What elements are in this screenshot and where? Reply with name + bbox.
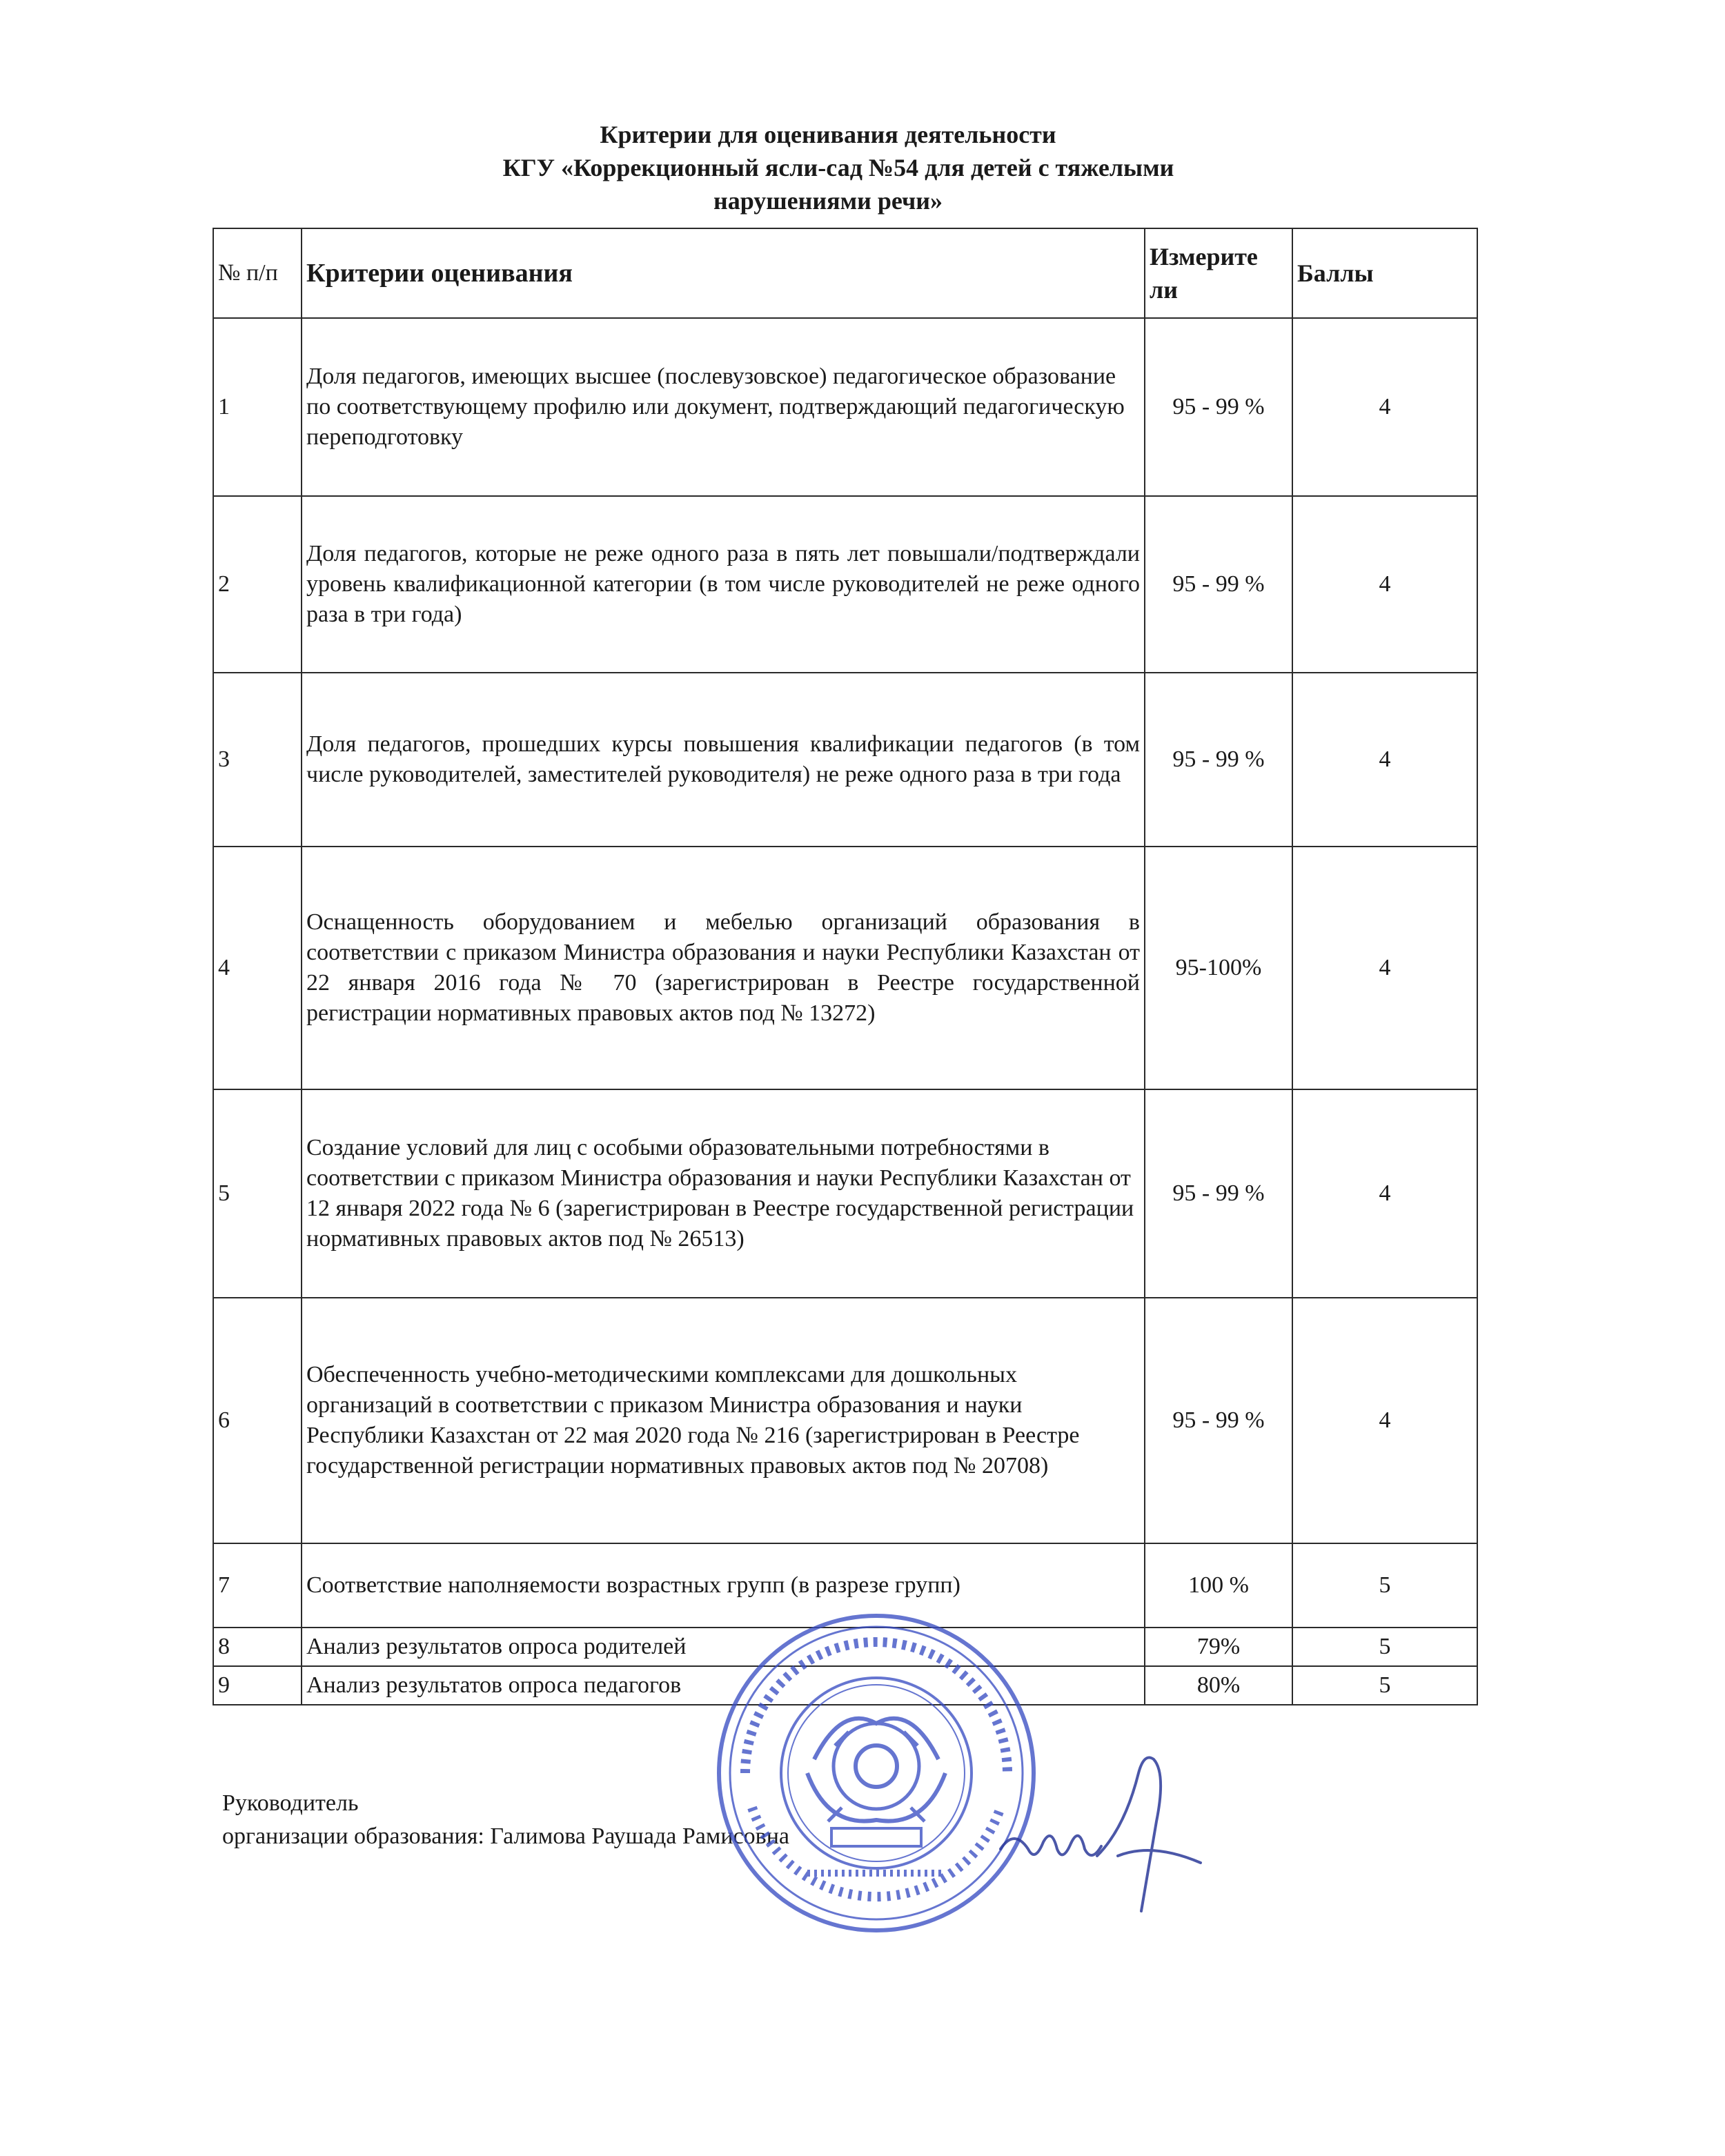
row-score: 4 bbox=[1292, 1089, 1477, 1298]
row-measure: 95 - 99 % bbox=[1145, 673, 1292, 847]
table-row bbox=[213, 496, 1477, 673]
row-measure: 95 - 99 % bbox=[1145, 1089, 1292, 1298]
column-header-measure-line-1: Измерите bbox=[1150, 243, 1258, 270]
row-score: 5 bbox=[1292, 1543, 1477, 1628]
column-header-criteria: Критерии оценивания bbox=[302, 228, 1145, 318]
row-criteria: Доля педагогов, имеющих высшее (послевузовское) педагогическое образование по соответствующему профилю или документ, подтверждающий педагогическую переподготовку bbox=[302, 318, 1145, 496]
row-number: 8 bbox=[213, 1628, 302, 1666]
row-criteria: Доля педагогов, прошедших курсы повышения квалификации педагогов (в том числе руководителей, заместителей руководителя) не реже одного раза в три года bbox=[302, 673, 1145, 847]
row-measure: 100 % bbox=[1145, 1543, 1292, 1628]
table-row bbox=[213, 318, 1477, 496]
table-row bbox=[213, 847, 1477, 1089]
row-score: 5 bbox=[1292, 1666, 1477, 1705]
row-number: 1 bbox=[213, 318, 302, 496]
row-score: 4 bbox=[1292, 1298, 1477, 1543]
signatory-name: организации образования: Галимова Раушада Рамисовна bbox=[222, 1823, 789, 1849]
row-number: 6 bbox=[213, 1298, 302, 1543]
row-criteria: Создание условий для лиц с особыми образовательными потребностями в соответствии с приказом Министра образования и науки Республики Казахстан от 12 января 2022 года № 6 (зарегистрирован в Реестре государственной регистрации нормативных правовых актов под № 26513) bbox=[302, 1089, 1145, 1298]
row-measure: 95 - 99 % bbox=[1145, 318, 1292, 496]
table-row bbox=[213, 673, 1477, 847]
column-header-number: № п/п bbox=[213, 228, 302, 318]
column-header-measure-line-2: ли bbox=[1150, 276, 1178, 304]
row-criteria: Доля педагогов, которые не реже одного раза в пять лет повышали/подтверждали уровень квалификационной категории (в том числе руководителей не реже одного раза в три года) bbox=[302, 496, 1145, 673]
table-row bbox=[213, 1089, 1477, 1298]
row-number: 2 bbox=[213, 496, 302, 673]
row-criteria: Оснащенность оборудованием и мебелью организаций образования в соответствии с приказом Министра образования и науки Республики Казахстан от 22 января 2016 года № 70 (зарегистрирован в Реестре государственной регистрации нормативных правовых актов под № 13272) bbox=[302, 847, 1145, 1089]
table-header-row bbox=[213, 228, 1477, 318]
row-score: 4 bbox=[1292, 847, 1477, 1089]
column-header-score: Баллы bbox=[1292, 228, 1477, 318]
document-title-line-2: КГУ «Коррекционный ясли-сад №54 для детей с тяжелыми bbox=[502, 154, 1174, 181]
row-measure: 95 - 99 % bbox=[1145, 496, 1292, 673]
column-header-measure bbox=[1145, 228, 1292, 318]
row-number: 9 bbox=[213, 1666, 302, 1705]
row-number: 4 bbox=[213, 847, 302, 1089]
row-criteria: Анализ результатов опроса родителей bbox=[302, 1628, 1145, 1666]
row-measure: 79% bbox=[1145, 1628, 1292, 1666]
row-number: 7 bbox=[213, 1543, 302, 1628]
row-score: 4 bbox=[1292, 673, 1477, 847]
row-number: 5 bbox=[213, 1089, 302, 1298]
row-number: 3 bbox=[213, 673, 302, 847]
signatory-title: Руководитель bbox=[222, 1790, 359, 1816]
row-score: 4 bbox=[1292, 318, 1477, 496]
document-title-line-1: Критерии для оценивания деятельности bbox=[600, 121, 1056, 148]
row-criteria: Соответствие наполняемости возрастных групп (в разрезе групп) bbox=[302, 1543, 1145, 1628]
row-measure: 95 - 99 % bbox=[1145, 1298, 1292, 1543]
row-criteria: Обеспеченность учебно-методическими комплексами для дошкольных организаций в соответствии с приказом Министра образования и науки Республики Казахстан от 22 мая 2020 года № 216 (зарегистрирован в Реестре государственной регистрации нормативных правовых актов под № 20708) bbox=[302, 1298, 1145, 1543]
row-measure: 80% bbox=[1145, 1666, 1292, 1705]
row-score: 4 bbox=[1292, 496, 1477, 673]
criteria-table bbox=[213, 228, 1478, 1705]
signature-icon bbox=[994, 1745, 1214, 1925]
row-criteria: Анализ результатов опроса педагогов bbox=[302, 1666, 1145, 1705]
table-row bbox=[213, 1298, 1477, 1543]
row-score: 5 bbox=[1292, 1628, 1477, 1666]
document-title-line-3: нарушениями речи» bbox=[713, 187, 943, 215]
row-measure: 95-100% bbox=[1145, 847, 1292, 1089]
